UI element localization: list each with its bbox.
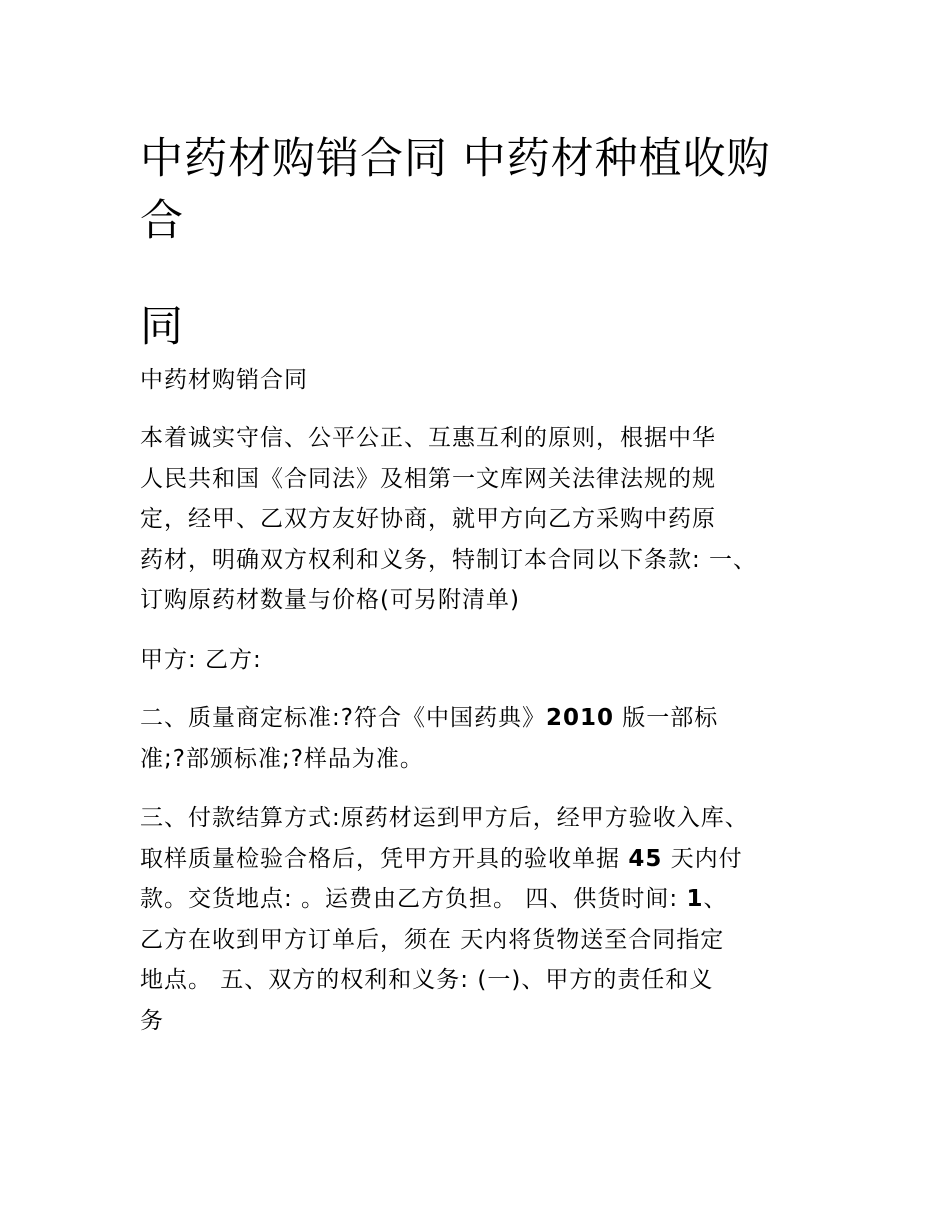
quality-line-2: 准;?部颁标准;?样品为准。 bbox=[140, 745, 424, 772]
intro-paragraph bbox=[140, 418, 830, 621]
parties-paragraph bbox=[140, 640, 830, 681]
intro-line: 本着诚实守信、公平公正、互惠互利的原则，根据中华 bbox=[140, 425, 716, 451]
quality-line-1-pre: 二、质量商定标准:?符合《中国药典》 bbox=[140, 705, 546, 731]
intro-line: 订购原药材数量与价格(可另附清单) bbox=[140, 587, 520, 613]
title-line-3: 同 bbox=[140, 302, 184, 352]
quality-edition-year: 2010 bbox=[545, 705, 614, 731]
title-line-1: 中药材购销合同 中药材种植收购 bbox=[140, 134, 771, 184]
subtitle bbox=[140, 360, 830, 401]
intro-line: 定，经甲、乙双方友好协商，就甲方向乙方采购中药原 bbox=[140, 506, 716, 532]
payment-line-2-post: 天内付 bbox=[662, 845, 743, 872]
payment-line-2 bbox=[140, 839, 830, 880]
payment-paragraph bbox=[140, 798, 830, 1041]
quality-line-1 bbox=[140, 698, 830, 739]
quality-line-1-post: 版一部标 bbox=[613, 705, 719, 731]
payment-line-3-post: 、 bbox=[703, 886, 728, 912]
title-line-2: 合 bbox=[140, 196, 184, 246]
payment-line-5: 地点。 五、双方的权利和义务: (一)、甲方的责任和义 bbox=[140, 967, 714, 993]
payment-line-3-pre: 款。交货地点: 。运费由乙方负担。 四、供货时间: bbox=[140, 886, 687, 912]
intro-line: 药材，明确双方权利和义务，特制订本合同以下条款: 一、 bbox=[140, 546, 758, 573]
quality-paragraph bbox=[140, 698, 830, 779]
supply-item-number: 1 bbox=[686, 886, 704, 912]
payment-days: 45 bbox=[628, 845, 663, 872]
parties-text: 甲方: 乙方: bbox=[140, 647, 262, 673]
intro-line: 人民共和国《合同法》及相第一文库网关法律法规的规 bbox=[140, 465, 716, 492]
document-title bbox=[140, 128, 820, 358]
payment-line-6: 务 bbox=[140, 1007, 164, 1034]
payment-line-2-pre: 取样质量检验合格后，凭甲方开具的验收单据 bbox=[140, 845, 629, 872]
payment-line-3 bbox=[140, 879, 830, 920]
payment-line-1: 三、付款结算方式:原药材运到甲方后，经甲方验收入库、 bbox=[140, 805, 749, 831]
subtitle-text: 中药材购销合同 bbox=[140, 367, 308, 393]
payment-line-4: 乙方在收到甲方订单后，须在 天内将货物送至合同指定 bbox=[140, 926, 725, 953]
